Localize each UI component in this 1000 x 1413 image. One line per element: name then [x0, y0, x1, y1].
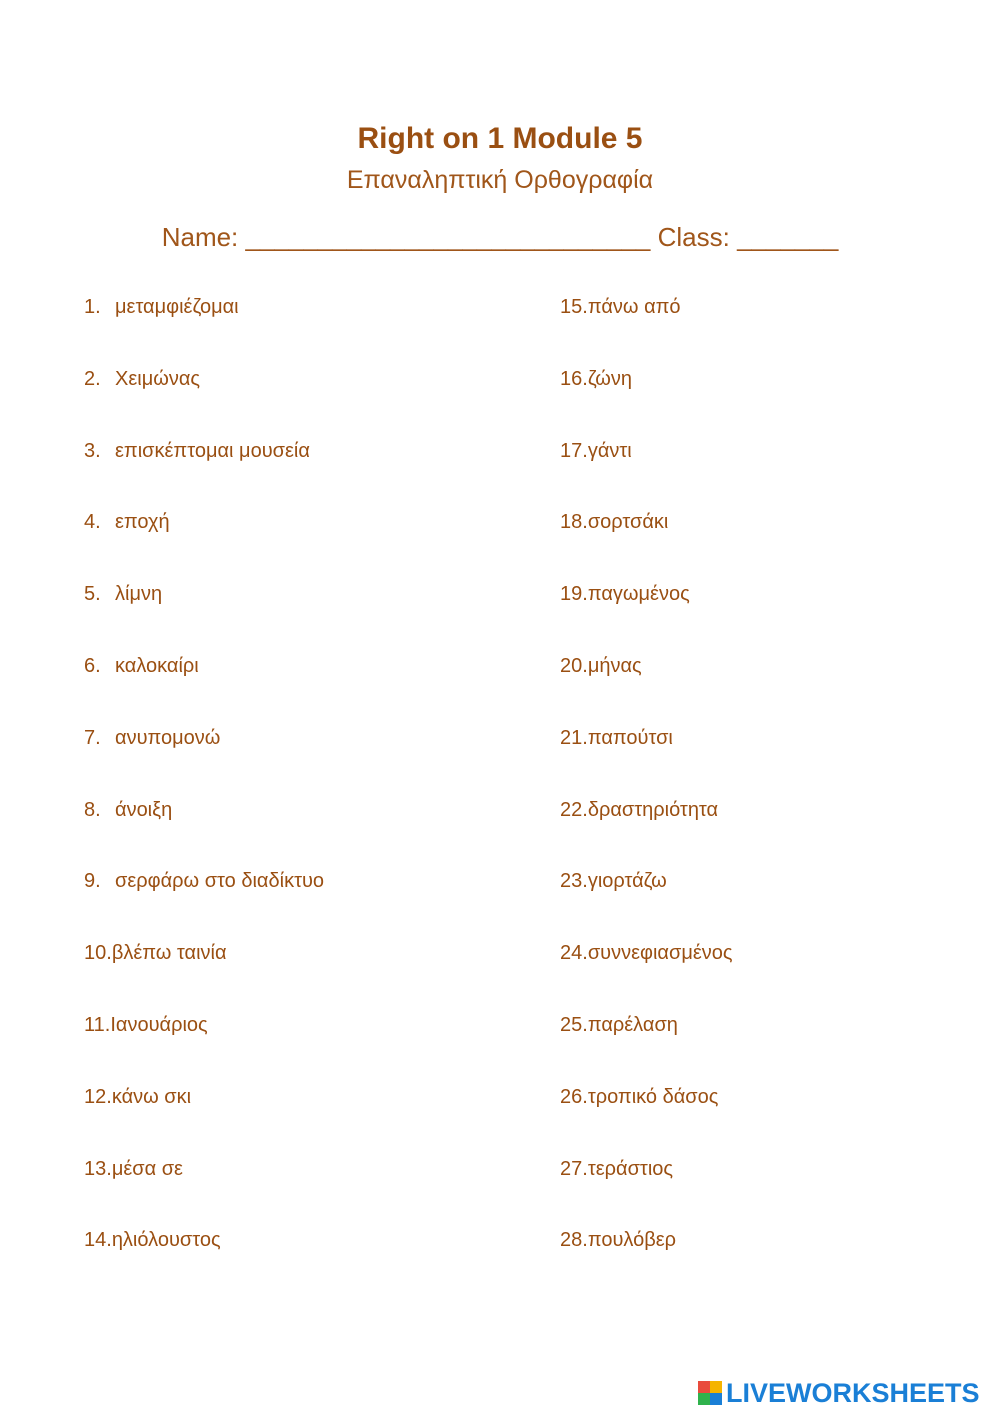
list-item [84, 1082, 324, 1154]
item-word: παπούτσι [587, 726, 673, 749]
list-item [560, 292, 733, 364]
name-class-line: Name: ____________________________ Class: _______ [161, 222, 839, 252]
item-number: 15. [560, 296, 588, 318]
item-word: ζώνη [587, 367, 633, 390]
item-number: 17. [560, 439, 588, 462]
item-number: 1. [84, 296, 101, 318]
list-item [84, 364, 324, 436]
list-item [560, 938, 733, 1010]
item-word: μεταμφιέζομαι [115, 296, 239, 318]
item-number: 6. [84, 654, 101, 677]
list-item [84, 1010, 324, 1082]
list-item [560, 723, 733, 795]
list-item [560, 866, 733, 938]
list-item [84, 579, 324, 651]
worksheet-subtitle: Επαναληπτική Ορθογραφία [346, 166, 654, 194]
item-word: πάνω από [587, 296, 681, 318]
item-word: λίμνη [115, 583, 163, 606]
item-word: σορτσάκι [587, 511, 669, 534]
list-item [560, 1225, 733, 1297]
item-number: 21. [560, 726, 588, 749]
item-word: γιορτάζω [587, 870, 667, 893]
liveworksheets-logo[interactable] [698, 1377, 980, 1409]
item-number: 4. [84, 511, 101, 534]
item-number: 18. [560, 511, 588, 534]
list-item [84, 436, 324, 508]
item-word: τεράστιος [587, 1157, 674, 1180]
item-number: 8. [84, 798, 101, 821]
item-word: κάνω σκι [111, 1085, 192, 1108]
list-item [560, 651, 733, 723]
list-item [84, 938, 324, 1010]
list-item [84, 866, 324, 938]
item-word: εποχή [115, 511, 170, 534]
item-word: γάντι [587, 439, 632, 462]
worksheet-title: Right on 1 Module 5 [357, 122, 643, 155]
item-number: 3. [84, 439, 101, 462]
item-number: 12. [84, 1085, 112, 1108]
item-word: παγωμένος [587, 583, 690, 606]
liveworksheets-logo-icon [698, 1381, 722, 1405]
list-item [560, 1154, 733, 1226]
item-word: παρέλαση [587, 1013, 678, 1036]
item-number: 2. [84, 367, 101, 390]
item-number: 11. [84, 1013, 111, 1036]
item-number: 26. [560, 1085, 588, 1108]
item-word: βλέπω ταινία [111, 942, 227, 965]
item-word: τροπικό δάσος [587, 1085, 719, 1108]
list-item [560, 1010, 733, 1082]
list-item [84, 795, 324, 867]
list-item [560, 364, 733, 436]
item-number: 9. [84, 870, 101, 893]
item-word: μήνας [587, 654, 642, 677]
item-word: καλοκαίρι [115, 654, 199, 677]
item-number: 24. [560, 942, 588, 965]
item-number: 14. [84, 1229, 112, 1252]
word-list-left [84, 292, 324, 1297]
logo-text: LIVEWORKSHEETS [726, 1377, 980, 1408]
item-number: 22. [560, 798, 588, 821]
item-word: επισκέπτομαι μουσεία [115, 439, 310, 462]
item-number: 28. [560, 1229, 588, 1252]
item-word: άνοιξη [115, 798, 173, 821]
item-number: 7. [84, 726, 101, 749]
item-number: 13. [84, 1157, 112, 1180]
item-number: 10. [84, 942, 112, 965]
item-word: σερφάρω στο διαδίκτυο [115, 870, 325, 893]
item-word: ηλιόλουστος [111, 1229, 221, 1252]
item-word: δραστηριότητα [587, 798, 719, 821]
list-item [84, 292, 324, 364]
item-number: 20. [560, 654, 588, 677]
list-item [84, 1225, 324, 1297]
item-number: 5. [84, 583, 101, 606]
list-item [560, 507, 733, 579]
list-item [560, 1082, 733, 1154]
list-item [560, 579, 733, 651]
word-list-right [560, 292, 733, 1297]
list-item [84, 507, 324, 579]
list-item [84, 1154, 324, 1226]
item-number: 16. [560, 367, 588, 390]
item-number: 19. [560, 583, 588, 606]
item-word: συννεφιασμένος [587, 942, 733, 965]
list-item [84, 651, 324, 723]
item-word: Ιανουάριος [110, 1013, 208, 1036]
list-item [84, 723, 324, 795]
item-word: πουλόβερ [587, 1229, 677, 1252]
list-item [560, 795, 733, 867]
item-number: 23. [560, 870, 588, 893]
item-word: ανυπομονώ [115, 726, 221, 749]
item-number: 25. [560, 1013, 588, 1036]
item-number: 27. [560, 1157, 588, 1180]
list-item [560, 436, 733, 508]
item-word: μέσα σε [111, 1157, 183, 1180]
item-word: Χειμώνας [115, 367, 201, 390]
